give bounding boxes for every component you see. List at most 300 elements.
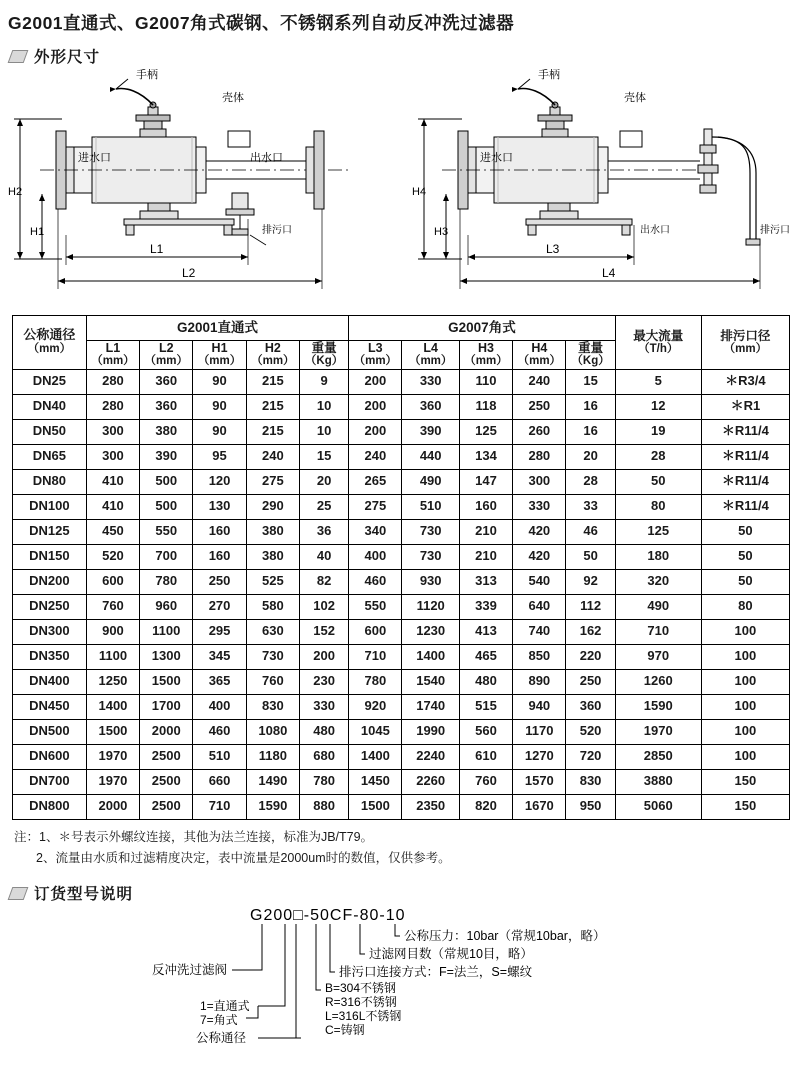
- model-code-diagram: [0, 906, 800, 1056]
- cell-value: 1970: [86, 744, 139, 769]
- cell-nominal-diameter: DN50: [13, 419, 87, 444]
- cell-nominal-diameter: DN500: [13, 719, 87, 744]
- cell-value: 100: [701, 744, 789, 769]
- cell-value: 19: [615, 419, 701, 444]
- cell-value: 200: [349, 419, 402, 444]
- annot-type-angle: 7=角式: [200, 1013, 238, 1028]
- cell-value: 410: [86, 469, 139, 494]
- annot-valve-name: 反冲洗过滤阀: [152, 963, 228, 978]
- cell-value: 640: [513, 594, 566, 619]
- label-l2: L2: [182, 266, 196, 280]
- annot-material-b: B=304不锈钢: [325, 981, 397, 996]
- cell-value: 560: [459, 719, 512, 744]
- table-row: [13, 469, 790, 494]
- notes-block: [0, 820, 800, 871]
- cell-value: 420: [513, 519, 566, 544]
- cell-value: 820: [459, 794, 512, 819]
- cell-nominal-diameter: DN800: [13, 794, 87, 819]
- cell-value: 5: [615, 369, 701, 394]
- cell-value: 1990: [402, 719, 459, 744]
- header-weight-2: 重量 （Kg）: [566, 341, 615, 370]
- cell-value: 280: [86, 394, 139, 419]
- cell-value: 33: [566, 494, 615, 519]
- cell-value: 125: [615, 519, 701, 544]
- header-l2: L2 （mm）: [140, 341, 193, 370]
- cell-value: 740: [513, 619, 566, 644]
- cell-value: 147: [459, 469, 512, 494]
- header-nominal-diameter: 公称通径 （mm）: [13, 316, 87, 370]
- cell-value: 1590: [615, 694, 701, 719]
- cell-value: 400: [349, 544, 402, 569]
- cell-value: 290: [246, 494, 299, 519]
- cell-value: 830: [566, 769, 615, 794]
- table-row: [13, 669, 790, 694]
- annot-nominal-diameter: 公称通径: [196, 1031, 247, 1046]
- cell-value: 930: [402, 569, 459, 594]
- cell-value: 250: [513, 394, 566, 419]
- header-weight-1: 重量 （Kg）: [299, 341, 348, 370]
- cell-value: ＊R11/4: [701, 469, 789, 494]
- spec-table-body: [13, 369, 790, 819]
- cell-nominal-diameter: DN100: [13, 494, 87, 519]
- cell-value: 1400: [86, 694, 139, 719]
- cell-value: 50: [615, 469, 701, 494]
- cell-value: 200: [349, 394, 402, 419]
- table-row: [13, 419, 790, 444]
- cell-value: 520: [86, 544, 139, 569]
- cell-value: 550: [349, 594, 402, 619]
- cell-value: 28: [566, 469, 615, 494]
- cell-value: 10: [299, 394, 348, 419]
- cell-value: 410: [86, 494, 139, 519]
- cell-value: 90: [193, 394, 246, 419]
- cell-value: 1700: [140, 694, 193, 719]
- table-row: [13, 369, 790, 394]
- annot-pressure: 公称压力：10bar（常规10bar，略）: [404, 929, 606, 944]
- cell-value: 950: [566, 794, 615, 819]
- header-l4: L4 （mm）: [402, 341, 459, 370]
- cell-value: 1100: [140, 619, 193, 644]
- cell-value: 970: [615, 644, 701, 669]
- cell-value: 230: [299, 669, 348, 694]
- cell-value: 360: [566, 694, 615, 719]
- cell-value: 250: [193, 569, 246, 594]
- header-group-g2001: G2001直通式: [86, 316, 348, 341]
- cell-value: 413: [459, 619, 512, 644]
- table-row: [13, 519, 790, 544]
- label-inlet-right: 进水口: [480, 152, 513, 164]
- table-row: [13, 494, 790, 519]
- label-outlet-left: 出水口: [250, 152, 283, 164]
- table-row: [13, 644, 790, 669]
- cell-nominal-diameter: DN700: [13, 769, 87, 794]
- label-drain-left: 排污口: [262, 225, 292, 236]
- cell-value: 420: [513, 544, 566, 569]
- cell-value: 12: [615, 394, 701, 419]
- table-row: [13, 619, 790, 644]
- cell-value: 2500: [140, 744, 193, 769]
- cell-value: 830: [246, 694, 299, 719]
- annot-type-straight: 1=直通式: [200, 999, 250, 1014]
- cell-value: 50: [701, 569, 789, 594]
- table-row: [13, 694, 790, 719]
- cell-value: 46: [566, 519, 615, 544]
- cell-value: 90: [193, 419, 246, 444]
- cell-value: 1170: [513, 719, 566, 744]
- spec-header-groups: [13, 316, 790, 341]
- cell-value: 880: [299, 794, 348, 819]
- label-h2: H2: [8, 186, 23, 198]
- cell-value: 440: [402, 444, 459, 469]
- cell-value: 520: [566, 719, 615, 744]
- header-group-g2007: G2007角式: [349, 316, 616, 341]
- cell-value: 390: [402, 419, 459, 444]
- cell-value: 2000: [140, 719, 193, 744]
- annot-mesh: 过滤网目数（常规10目，略）: [369, 947, 533, 962]
- cell-value: 660: [193, 769, 246, 794]
- cell-value: 275: [349, 494, 402, 519]
- table-row: [13, 394, 790, 419]
- cell-value: 280: [86, 369, 139, 394]
- cell-value: 9: [299, 369, 348, 394]
- cell-value: 125: [459, 419, 512, 444]
- label-outlet-right: 出水口: [640, 225, 670, 236]
- table-row: [13, 444, 790, 469]
- cell-value: 162: [566, 619, 615, 644]
- label-h4: H4: [412, 186, 427, 198]
- header-l1: L1 （mm）: [86, 341, 139, 370]
- cell-value: 100: [701, 644, 789, 669]
- cell-value: 240: [246, 444, 299, 469]
- cell-value: 25: [299, 494, 348, 519]
- cell-value: 900: [86, 619, 139, 644]
- cell-value: 780: [140, 569, 193, 594]
- cell-value: 80: [615, 494, 701, 519]
- table-row: [13, 794, 790, 819]
- cell-value: 480: [299, 719, 348, 744]
- cell-value: 134: [459, 444, 512, 469]
- section-heading-dimensions: [0, 39, 800, 69]
- cell-value: ＊R11/4: [701, 444, 789, 469]
- cell-value: 300: [86, 419, 139, 444]
- cell-value: 100: [701, 694, 789, 719]
- cell-value: 100: [701, 669, 789, 694]
- cell-value: 1970: [615, 719, 701, 744]
- drawings-svg: [0, 69, 800, 309]
- cell-value: 500: [140, 494, 193, 519]
- cell-value: 36: [299, 519, 348, 544]
- annot-drain-connection: 排污口连接方式：F=法兰，S=螺纹: [339, 965, 533, 980]
- cell-value: 1250: [86, 669, 139, 694]
- cell-value: 380: [246, 519, 299, 544]
- cell-value: 275: [246, 469, 299, 494]
- cell-value: 330: [299, 694, 348, 719]
- cell-value: 339: [459, 594, 512, 619]
- cell-value: 1120: [402, 594, 459, 619]
- cell-value: 1080: [246, 719, 299, 744]
- header-max-flow: 最大流量 （T/h）: [615, 316, 701, 370]
- drawing-g2001: [14, 79, 350, 289]
- label-h1: H1: [30, 226, 45, 238]
- cell-value: 1270: [513, 744, 566, 769]
- cell-value: 600: [349, 619, 402, 644]
- cell-value: 220: [566, 644, 615, 669]
- spec-table: [12, 315, 790, 820]
- cell-value: 210: [459, 519, 512, 544]
- cell-nominal-diameter: DN40: [13, 394, 87, 419]
- cell-value: 215: [246, 419, 299, 444]
- cell-value: 1500: [86, 719, 139, 744]
- cell-value: 730: [402, 519, 459, 544]
- header-h2: H2 （mm）: [246, 341, 299, 370]
- cell-value: 760: [459, 769, 512, 794]
- cell-value: 90: [193, 369, 246, 394]
- cell-value: 400: [193, 694, 246, 719]
- table-row: [13, 569, 790, 594]
- cell-value: 540: [513, 569, 566, 594]
- cell-value: 313: [459, 569, 512, 594]
- cell-value: 1400: [349, 744, 402, 769]
- header-l3: L3 （mm）: [349, 341, 402, 370]
- cell-value: 360: [140, 394, 193, 419]
- cell-nominal-diameter: DN200: [13, 569, 87, 594]
- cell-value: 1450: [349, 769, 402, 794]
- cell-value: 100: [701, 619, 789, 644]
- cell-value: 118: [459, 394, 512, 419]
- annot-material-c: C=铸钢: [325, 1023, 365, 1038]
- cell-value: 2350: [402, 794, 459, 819]
- cell-value: 320: [615, 569, 701, 594]
- cell-value: 610: [459, 744, 512, 769]
- cell-value: 1230: [402, 619, 459, 644]
- cell-value: 460: [349, 569, 402, 594]
- cell-value: 1500: [140, 669, 193, 694]
- cell-value: 2850: [615, 744, 701, 769]
- cell-value: 510: [193, 744, 246, 769]
- cell-value: 360: [140, 369, 193, 394]
- cell-nominal-diameter: DN600: [13, 744, 87, 769]
- note-2: 2、流量由水质和过滤精度决定，表中流量是2000um时的数值，仅供参考。: [36, 851, 451, 866]
- cell-value: 710: [193, 794, 246, 819]
- cell-value: 1180: [246, 744, 299, 769]
- cell-value: ＊R11/4: [701, 419, 789, 444]
- cell-value: 80: [701, 594, 789, 619]
- cell-value: 265: [349, 469, 402, 494]
- cell-value: 490: [402, 469, 459, 494]
- cell-value: 1400: [402, 644, 459, 669]
- cell-nominal-diameter: DN300: [13, 619, 87, 644]
- cell-value: 525: [246, 569, 299, 594]
- cell-nominal-diameter: DN80: [13, 469, 87, 494]
- cell-value: 500: [140, 469, 193, 494]
- spec-table-wrap: [0, 309, 800, 820]
- cell-value: 1500: [349, 794, 402, 819]
- cell-nominal-diameter: DN65: [13, 444, 87, 469]
- cell-value: 345: [193, 644, 246, 669]
- technical-drawings: [0, 69, 800, 309]
- label-l1: L1: [150, 242, 164, 256]
- cell-nominal-diameter: DN125: [13, 519, 87, 544]
- cell-value: 120: [193, 469, 246, 494]
- cell-value: 580: [246, 594, 299, 619]
- header-h1: H1 （mm）: [193, 341, 246, 370]
- spec-table-head: [13, 316, 790, 370]
- cell-value: 1045: [349, 719, 402, 744]
- cell-value: 82: [299, 569, 348, 594]
- cell-value: 1260: [615, 669, 701, 694]
- cell-value: 1300: [140, 644, 193, 669]
- cell-value: 110: [459, 369, 512, 394]
- cell-value: 1670: [513, 794, 566, 819]
- cell-value: 210: [459, 544, 512, 569]
- cell-value: 630: [246, 619, 299, 644]
- cell-value: ＊R11/4: [701, 494, 789, 519]
- cell-value: 20: [566, 444, 615, 469]
- section-heading-model-code: [0, 870, 800, 906]
- cell-value: 160: [193, 544, 246, 569]
- cell-value: 465: [459, 644, 512, 669]
- cell-value: 380: [246, 544, 299, 569]
- cell-value: 515: [459, 694, 512, 719]
- cell-value: 2500: [140, 769, 193, 794]
- cell-value: 510: [402, 494, 459, 519]
- label-handle-right: 手柄: [538, 69, 560, 81]
- cell-value: 600: [86, 569, 139, 594]
- cell-value: 130: [193, 494, 246, 519]
- cell-value: 5060: [615, 794, 701, 819]
- table-row: [13, 544, 790, 569]
- cell-value: 710: [615, 619, 701, 644]
- cell-value: 240: [349, 444, 402, 469]
- cell-nominal-diameter: DN350: [13, 644, 87, 669]
- cell-value: 200: [299, 644, 348, 669]
- cell-value: 340: [349, 519, 402, 544]
- cell-value: 280: [513, 444, 566, 469]
- cell-value: 50: [701, 544, 789, 569]
- table-row: [13, 744, 790, 769]
- cell-value: 240: [513, 369, 566, 394]
- model-code-svg: [0, 906, 800, 1056]
- cell-value: 300: [86, 444, 139, 469]
- cell-value: ＊R3/4: [701, 369, 789, 394]
- cell-value: 2240: [402, 744, 459, 769]
- cell-value: 760: [246, 669, 299, 694]
- cell-value: 730: [402, 544, 459, 569]
- label-inlet-left: 进水口: [78, 152, 111, 164]
- cell-value: 890: [513, 669, 566, 694]
- cell-value: 760: [86, 594, 139, 619]
- cell-nominal-diameter: DN400: [13, 669, 87, 694]
- cell-value: 160: [459, 494, 512, 519]
- cell-nominal-diameter: DN150: [13, 544, 87, 569]
- cell-nominal-diameter: DN450: [13, 694, 87, 719]
- header-h4: H4 （mm）: [513, 341, 566, 370]
- header-drain-size: 排污口径 （mm）: [701, 316, 789, 370]
- cell-value: 95: [193, 444, 246, 469]
- cell-value: 16: [566, 394, 615, 419]
- cell-value: 730: [246, 644, 299, 669]
- section-label-2: 订货型号说明: [34, 886, 134, 904]
- cell-value: 1490: [246, 769, 299, 794]
- cell-value: 550: [140, 519, 193, 544]
- cell-value: 720: [566, 744, 615, 769]
- cell-value: 10: [299, 419, 348, 444]
- cell-nominal-diameter: DN25: [13, 369, 87, 394]
- cell-value: 780: [299, 769, 348, 794]
- cell-value: 152: [299, 619, 348, 644]
- cell-value: 2000: [86, 794, 139, 819]
- cell-value: 150: [701, 794, 789, 819]
- cell-value: 1970: [86, 769, 139, 794]
- cell-value: 15: [299, 444, 348, 469]
- cell-value: 360: [402, 394, 459, 419]
- label-drain-right: 排污口: [760, 225, 790, 236]
- cell-value: 16: [566, 419, 615, 444]
- cell-value: 50: [701, 519, 789, 544]
- cell-value: 390: [140, 444, 193, 469]
- cell-value: 50: [566, 544, 615, 569]
- cell-value: 1540: [402, 669, 459, 694]
- cell-value: 20: [299, 469, 348, 494]
- section-marker-icon-2: [8, 887, 29, 900]
- cell-value: 780: [349, 669, 402, 694]
- cell-value: 710: [349, 644, 402, 669]
- cell-value: 940: [513, 694, 566, 719]
- cell-value: 215: [246, 394, 299, 419]
- cell-value: 102: [299, 594, 348, 619]
- cell-value: ＊R1: [701, 394, 789, 419]
- model-code-string: G200□-50CF-80-10: [250, 907, 406, 925]
- annot-material-r: R=316不锈钢: [325, 995, 397, 1010]
- cell-value: 480: [459, 669, 512, 694]
- table-row: [13, 769, 790, 794]
- cell-value: 112: [566, 594, 615, 619]
- cell-value: 960: [140, 594, 193, 619]
- cell-value: 15: [566, 369, 615, 394]
- cell-value: 28: [615, 444, 701, 469]
- label-h3: H3: [434, 226, 449, 238]
- table-row: [13, 719, 790, 744]
- cell-nominal-diameter: DN250: [13, 594, 87, 619]
- cell-value: 460: [193, 719, 246, 744]
- cell-value: 380: [140, 419, 193, 444]
- cell-value: 920: [349, 694, 402, 719]
- cell-value: 40: [299, 544, 348, 569]
- cell-value: 1100: [86, 644, 139, 669]
- cell-value: 680: [299, 744, 348, 769]
- cell-value: 250: [566, 669, 615, 694]
- drawing-g2007: [418, 79, 760, 289]
- label-handle-left: 手柄: [136, 69, 158, 81]
- cell-value: 330: [513, 494, 566, 519]
- cell-value: 2500: [140, 794, 193, 819]
- cell-value: 295: [193, 619, 246, 644]
- page-title: G2001直通式、G2007角式碳钢、不锈钢系列自动反冲洗过滤器: [8, 13, 515, 33]
- section-marker-icon: [8, 50, 29, 63]
- cell-value: 700: [140, 544, 193, 569]
- section-label: 外形尺寸: [34, 49, 101, 66]
- cell-value: 160: [193, 519, 246, 544]
- cell-value: 2260: [402, 769, 459, 794]
- cell-value: 150: [701, 769, 789, 794]
- cell-value: 330: [402, 369, 459, 394]
- cell-value: 100: [701, 719, 789, 744]
- cell-value: 215: [246, 369, 299, 394]
- cell-value: 1570: [513, 769, 566, 794]
- label-body-left: 壳体: [222, 92, 244, 104]
- cell-value: 365: [193, 669, 246, 694]
- cell-value: 450: [86, 519, 139, 544]
